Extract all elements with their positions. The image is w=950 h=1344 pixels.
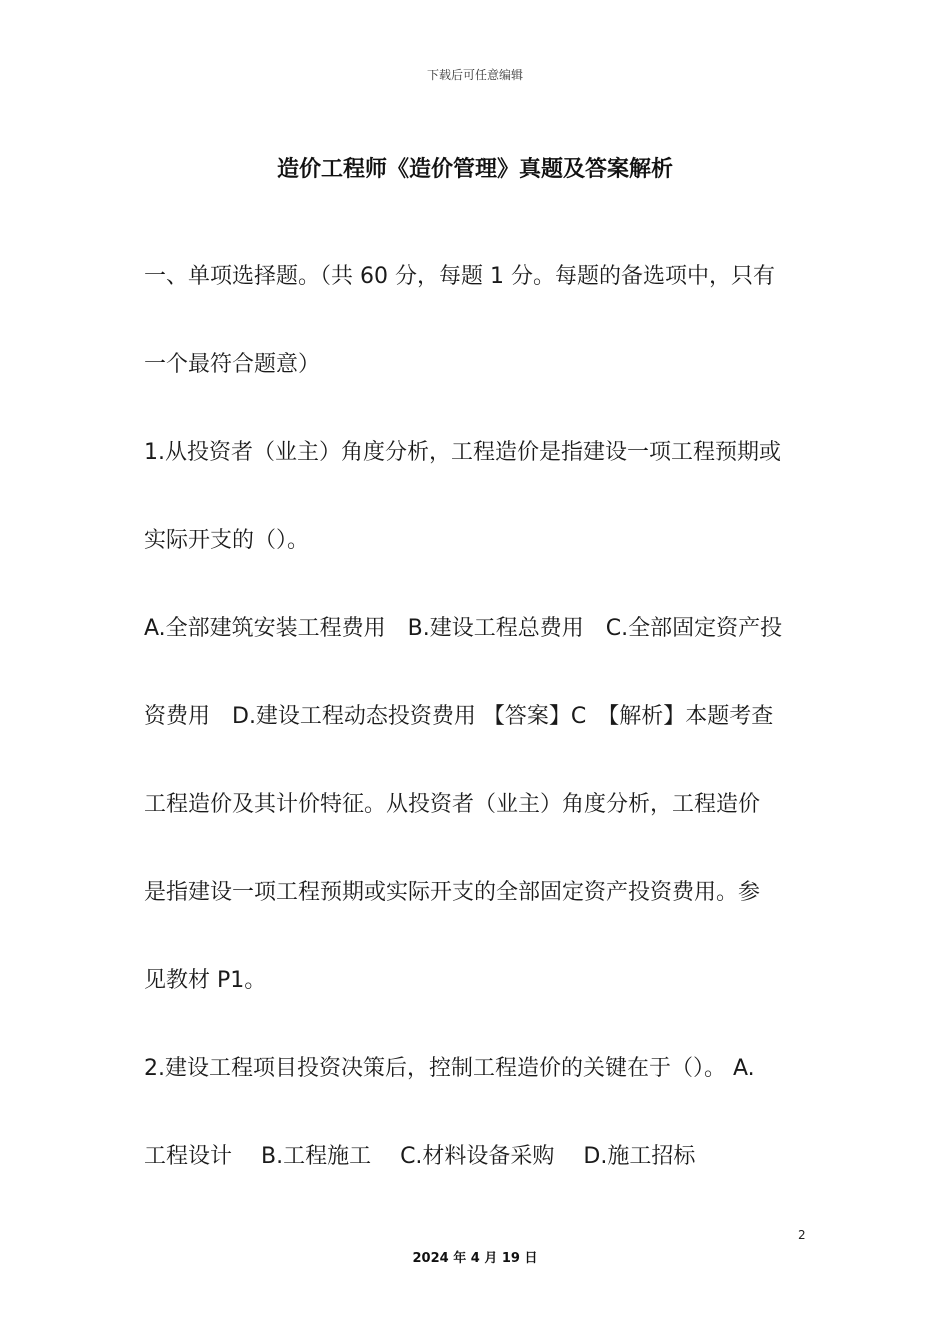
page-header: 下载后可任意编辑 <box>426 68 523 82</box>
body-line: 一个最符合题意） <box>144 352 321 377</box>
body-line: 工程造价及其计价特征。从投资者（业主）角度分析，工程造价 <box>144 792 761 817</box>
body-line: 2.建设工程项目投资决策后，控制工程造价的关键在于（）。 A. <box>144 1056 755 1081</box>
document-body <box>144 233 814 1201</box>
page-footer-date: 2024 年 4 月 19 日 <box>412 1251 538 1266</box>
body-line: 实际开支的（）。 <box>144 528 310 553</box>
body-line: 工程设计 B.工程施工 C.材料设备采购 D.施工招标 <box>144 1144 696 1169</box>
body-line: 1.从投资者（业主）角度分析，工程造价是指建设一项工程预期或 <box>144 440 781 465</box>
body-line: 一、单项选择题。（共 60 分，每题 1 分。每题的备选项中，只有 <box>144 264 775 289</box>
body-line: 是指建设一项工程预期或实际开支的全部固定资产投资费用。参 <box>144 880 761 905</box>
body-line: 见教材 P1。 <box>144 968 267 993</box>
body-line: 资费用 D.建设工程动态投资费用 【答案】C 【解析】本题考查 <box>144 704 774 729</box>
document-title: 造价工程师《造价管理》真题及答案解析 <box>276 157 673 182</box>
page-number: 2 <box>798 1228 806 1242</box>
body-line: A.全部建筑安装工程费用 B.建设工程总费用 C.全部固定资产投 <box>144 616 783 641</box>
